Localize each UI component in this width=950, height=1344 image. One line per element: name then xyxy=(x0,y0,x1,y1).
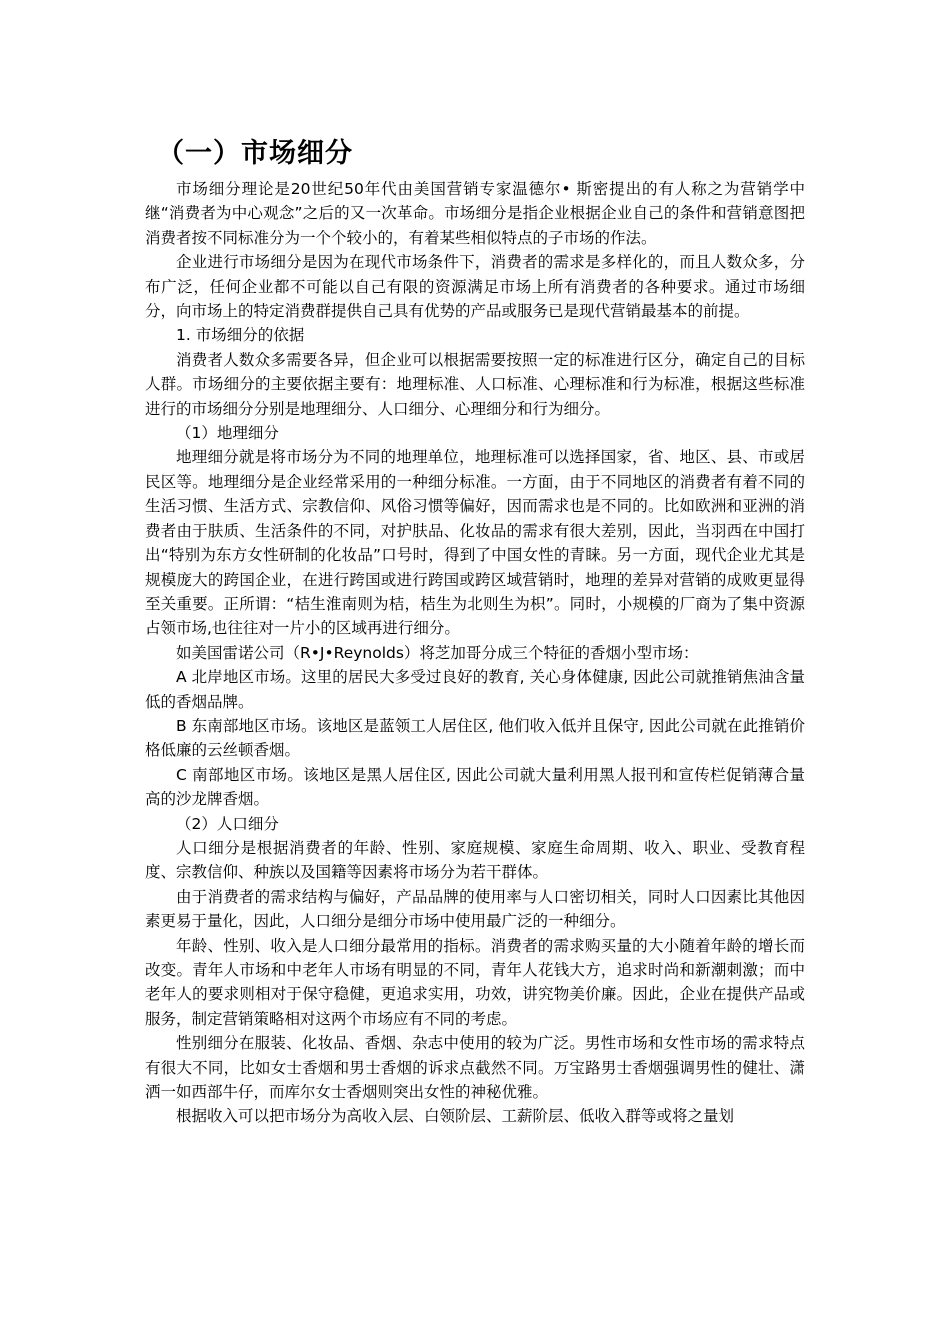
body-text xyxy=(145,177,805,1129)
paragraph: 性别细分在服装、化妆品、香烟、杂志中使用的较为广泛。男性市场和女性市场的需求特点有很大不同，比如女士香烟和男士香烟的诉求点截然不同。万宝路男士香烟强调男性的健壮、潇洒一如西部牛仔，而库尔女士香烟则突出女性的神秘优雅。 xyxy=(145,1034,805,1102)
subsection-heading: （1）地理细分 xyxy=(176,424,279,443)
paragraph: 企业进行市场细分是因为在现代市场条件下，消费者的需求是多样化的，而且人数众多，分布广泛，任何企业都不可能以自己有限的资源满足市场上所有消费者的各种要求。通过市场细分，向市场上的特定消费群提供自己具有优势的产品或服务已是现代营销最基本的前提。 xyxy=(145,253,805,321)
section-title: （一）市场细分 xyxy=(157,138,353,169)
paragraph: 年龄、性别、收入是人口细分最常用的指标。消费者的需求购买量的大小随着年龄的增长而改变。青年人市场和中老年人市场有明显的不同，青年人花钱大方，追求时尚和新潮刺激；而中老年人的要求则相对于保守稳健，更追求实用，功效，讲究物美价廉。因此，企业在提供产品或服务，制定营销策略相对这两个市场应有不同的考虑。 xyxy=(145,936,805,1028)
paragraph: 如美国雷诺公司（R•J•Reynolds）将芝加哥分成三个特征的香烟小型市场： xyxy=(176,643,699,662)
subsection-heading: 1. 市场细分的依据 xyxy=(176,326,305,345)
paragraph: B 东南部地区市场。该地区是蓝领工人居住区, 他们收入低并且保守, 因此公司就在此推销价格低廉的云丝顿香烟。 xyxy=(145,716,805,760)
paragraph: A 北岸地区市场。这里的居民大多受过良好的教育, 关心身体健康, 因此公司就推销焦油含量低的香烟品牌。 xyxy=(145,668,805,711)
paragraph: C 南部地区市场。该地区是黑人居住区, 因此公司就大量利用黑人报刊和宣传栏促销薄合量高的沙龙牌香烟。 xyxy=(145,765,805,809)
paragraph: 市场细分理论是20世纪50年代由美国营销专家温德尔• 斯密提出的有人称之为营销学中继“消费者为中心观念”之后的又一次革命。市场细分是指企业根据企业自己的条件和营销意图把消费者按不同标准分为一个个较小的，有着某些相似特点的子市场的作法。 xyxy=(145,180,805,247)
paragraph: 根据收入可以把市场分为高收入层、白领阶层、工薪阶层、低收入群等或将之量划 xyxy=(176,1107,735,1126)
subsection-heading: （2）人口细分 xyxy=(176,814,279,833)
paragraph: 地理细分就是将市场分为不同的地理单位，地理标准可以选择国家，省、地区、县、市或居民区等。地理细分是企业经常采用的一种细分标准。一方面，由于不同地区的消费者有着不同的生活习惯、生活方式、宗教信仰、风俗习惯等偏好，因而需求也是不同的。比如欧洲和亚洲的消费者由于肤质、生活条件的不同，对护肤品、化妆品的需求有很大差别，因此，当羽西在中国打出“特别为东方女性研制的化妆品”口号时，得到了中国女性的青睐。另一方面，现代企业尤其是规模庞大的跨国企业，在进行跨国或进行跨国或跨区域营销时，地理的差异对营销的成败更显得至关重要。正所谓：“桔生淮南则为桔，桔生为北则生为枳”。同时，小规模的厂商为了集中资源占领市场,也往往对一片小的区域再进行细分。 xyxy=(145,448,805,638)
paragraph: 人口细分是根据消费者的年龄、性别、家庭规模、家庭生命周期、收入、职业、受教育程度、宗教信仰、种族以及国籍等因素将市场分为若干群体。 xyxy=(145,838,805,882)
paragraph: 消费者人数众多需要各异，但企业可以根据需要按照一定的标准进行区分，确定自己的目标人群。市场细分的主要依据主要有：地理标准、人口标准、心理标准和行为标准，根据这些标准进行的市场细分分别是地理细分、人口细分、心理细分和行为细分。 xyxy=(145,350,805,418)
paragraph: 由于消费者的需求结构与偏好，产品品牌的使用率与人口密切相关，同时人口因素比其他因素更易于量化，因此，人口细分是细分市场中使用最广泛的一种细分。 xyxy=(145,887,805,931)
